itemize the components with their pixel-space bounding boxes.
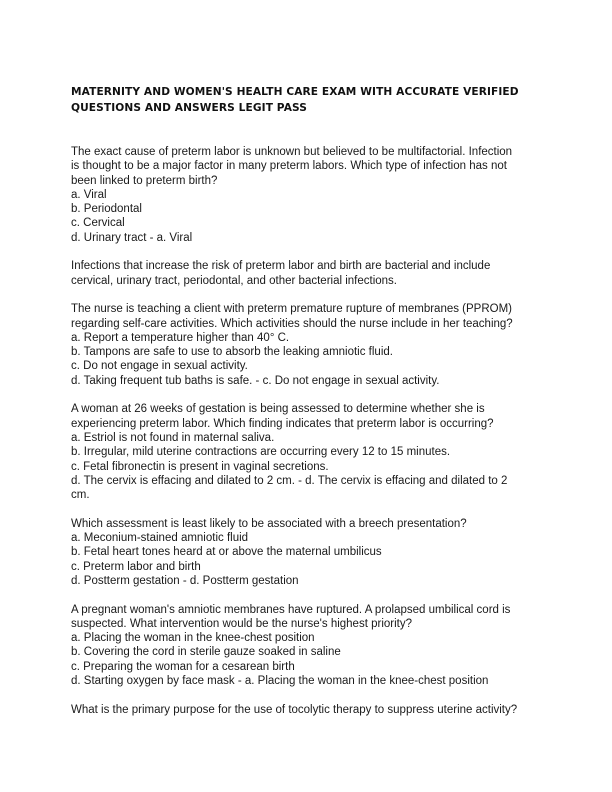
qa-paragraph (71, 145, 545, 245)
text-line: Which assessment is least likely to be associated with a breech presentation? (71, 517, 467, 530)
text-line: a. Viral (71, 188, 107, 201)
text-line: c. Preterm labor and birth (71, 560, 201, 573)
text-line: A woman at 26 weeks of gestation is being assessed to determine whether she is (71, 403, 485, 416)
qa-paragraph (71, 402, 545, 502)
text-line: Infections that increase the risk of preterm labor and birth are bacterial and include (71, 260, 491, 273)
text-line: c. Preparing the woman for a cesarean birth (71, 660, 295, 673)
text-line: cervical, urinary tract, periodontal, and other bacterial infections. (71, 274, 397, 287)
text-line: experiencing preterm labor. Which finding indicates that preterm labor is occurring? (71, 417, 494, 430)
text-line: is thought to be a major factor in many preterm labors. Which type of infection has not (71, 160, 507, 173)
document-body (71, 145, 545, 731)
text-line: The exact cause of preterm labor is unknown but believed to be multifactorial. Infection (71, 146, 513, 158)
text-line: d. Urinary tract - a. Viral (71, 231, 193, 244)
text-line: d. Postterm gestation - d. Postterm gestation (71, 574, 299, 587)
text-line: What is the primary purpose for the use of tocolytic therapy to suppress uterine activity? (71, 703, 518, 716)
qa-paragraph (71, 517, 545, 588)
text-line: c. Do not engage in sexual activity. (71, 360, 248, 373)
text-line: b. Fetal heart tones heard at or above the maternal umbilicus (71, 546, 382, 559)
text-line: suspected. What intervention would be the nurse's highest priority? (71, 617, 412, 630)
text-line: a. Report a temperature higher than 40° C. (71, 331, 290, 344)
qa-paragraph (71, 703, 545, 717)
text-line: d. Taking frequent tub baths is safe. - c. Do not engage in sexual activity. (71, 374, 440, 387)
document-title (71, 84, 541, 116)
text-line: a. Meconium-stained amniotic fluid (71, 532, 249, 545)
text-line: c. Fetal fibronectin is present in vaginal secretions. (71, 460, 329, 473)
text-line: d. The cervix is effacing and dilated to 2 cm. - d. The cervix is effacing and dilated to 2 (71, 474, 508, 487)
text-line: been linked to preterm birth? (71, 174, 218, 187)
text-line: The nurse is teaching a client with preterm premature rupture of membranes (PPROM) (71, 303, 513, 316)
title-line: MATERNITY AND WOMEN'S HEALTH CARE EXAM WITH ACCURATE VERIFIED (71, 86, 519, 98)
text-line: b. Tampons are safe to use to absorb the leaking amniotic fluid. (71, 346, 393, 359)
text-line: a. Estriol is not found in maternal saliva. (71, 431, 275, 444)
title-line: QUESTIONS AND ANSWERS LEGIT PASS (71, 102, 307, 114)
qa-paragraph (71, 603, 545, 689)
qa-paragraph (71, 302, 545, 388)
text-line: regarding self-care activities. Which activities should the nurse include in her teaching? (71, 317, 513, 330)
text-line: a. Placing the woman in the knee-chest position (71, 632, 315, 645)
qa-paragraph (71, 259, 545, 288)
text-line: b. Periodontal (71, 203, 142, 216)
text-line: d. Starting oxygen by face mask - a. Placing the woman in the knee-chest position (71, 674, 489, 687)
text-line: A pregnant woman's amniotic membranes have ruptured. A prolapsed umbilical cord is (71, 603, 511, 616)
text-line: b. Irregular, mild uterine contractions are occurring every 12 to 15 minutes. (71, 446, 451, 459)
text-line: b. Covering the cord in sterile gauze soaked in saline (71, 646, 341, 659)
text-line: cm. (71, 489, 90, 502)
text-line: c. Cervical (71, 217, 125, 230)
